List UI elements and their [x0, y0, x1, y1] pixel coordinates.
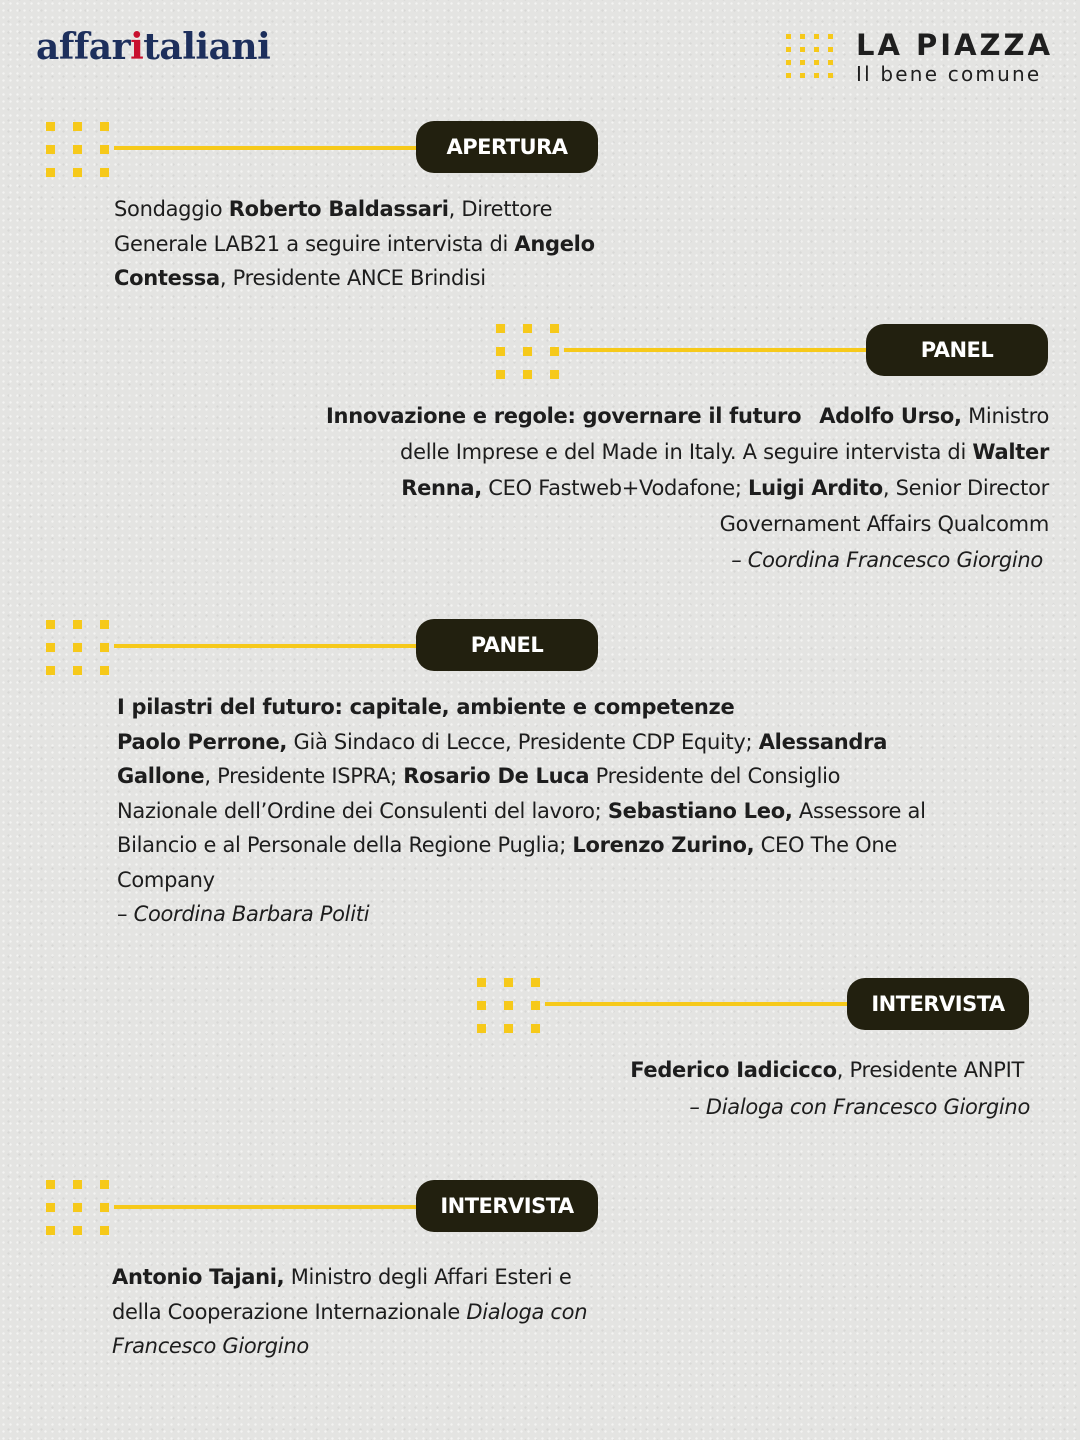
section-intervista-1-text: Federico Iadicicco, Presidente ANPIT – Dialoga con Francesco Giorgino: [630, 1058, 1030, 1119]
section-pill-panel-1: PANEL: [866, 324, 1048, 376]
timeline-line: [564, 348, 868, 352]
dot-grid-icon: [477, 978, 540, 1033]
timeline-line: [114, 1205, 418, 1209]
affaritaliani-logo: affaritaliani: [36, 26, 271, 68]
section-panel-2-text: I pilastri del futuro: capitale, ambiente e competenze Paolo Perrone, Già Sindaco di Lecce, Presidente CDP Equity; Alessandra Gallone, Presidente ISPRA; Rosario De Luca Presidente del Consiglio Nazionale dell’Ordine dei Consulenti del lavoro; Sebastiano Leo, Assessore al Bilancio e al Personale della Regione Puglia; Lorenzo Zurino, CEO The One Company – Coordina Barbara Politi: [117, 695, 926, 926]
dot-grid-icon: [46, 122, 109, 177]
timeline-line: [114, 146, 418, 150]
section-pill-intervista-2: INTERVISTA: [416, 1180, 598, 1232]
dot-grid-icon: [46, 620, 109, 675]
section-apertura-text: Sondaggio Roberto Baldassari, Direttore Generale LAB21 a seguire intervista di Angelo Contessa, Presidente ANCE Brindisi: [114, 197, 595, 290]
section-pill-intervista-1: INTERVISTA: [847, 978, 1029, 1030]
timeline-line: [545, 1002, 850, 1006]
la-piazza-title: LA PIAZZA: [856, 28, 1054, 62]
dot-grid-icon: [786, 34, 833, 78]
section-panel-1-text: Innovazione e regole: governare il futuro Adolfo Urso, Ministro delle Imprese e del Made in Italy. A seguire intervista di Walter Renna, CEO Fastweb+Vodafone; Luigi Ardito, Senior Director Governament Affairs Qualcomm – Coordina Francesco Giorgino: [326, 404, 1049, 572]
section-pill-apertura: APERTURA: [416, 121, 598, 173]
section-pill-panel-2: PANEL: [416, 619, 598, 671]
dot-grid-icon: [46, 1180, 109, 1235]
section-intervista-2-text: Antonio Tajani, Ministro degli Affari Esteri e della Cooperazione Internazionale Dialoga con Francesco Giorgino: [112, 1265, 588, 1358]
dot-grid-icon: [496, 324, 559, 379]
la-piazza-logo: [786, 28, 1054, 88]
timeline-line: [114, 644, 418, 648]
la-piazza-subtitle: Il bene comune: [856, 62, 1042, 86]
